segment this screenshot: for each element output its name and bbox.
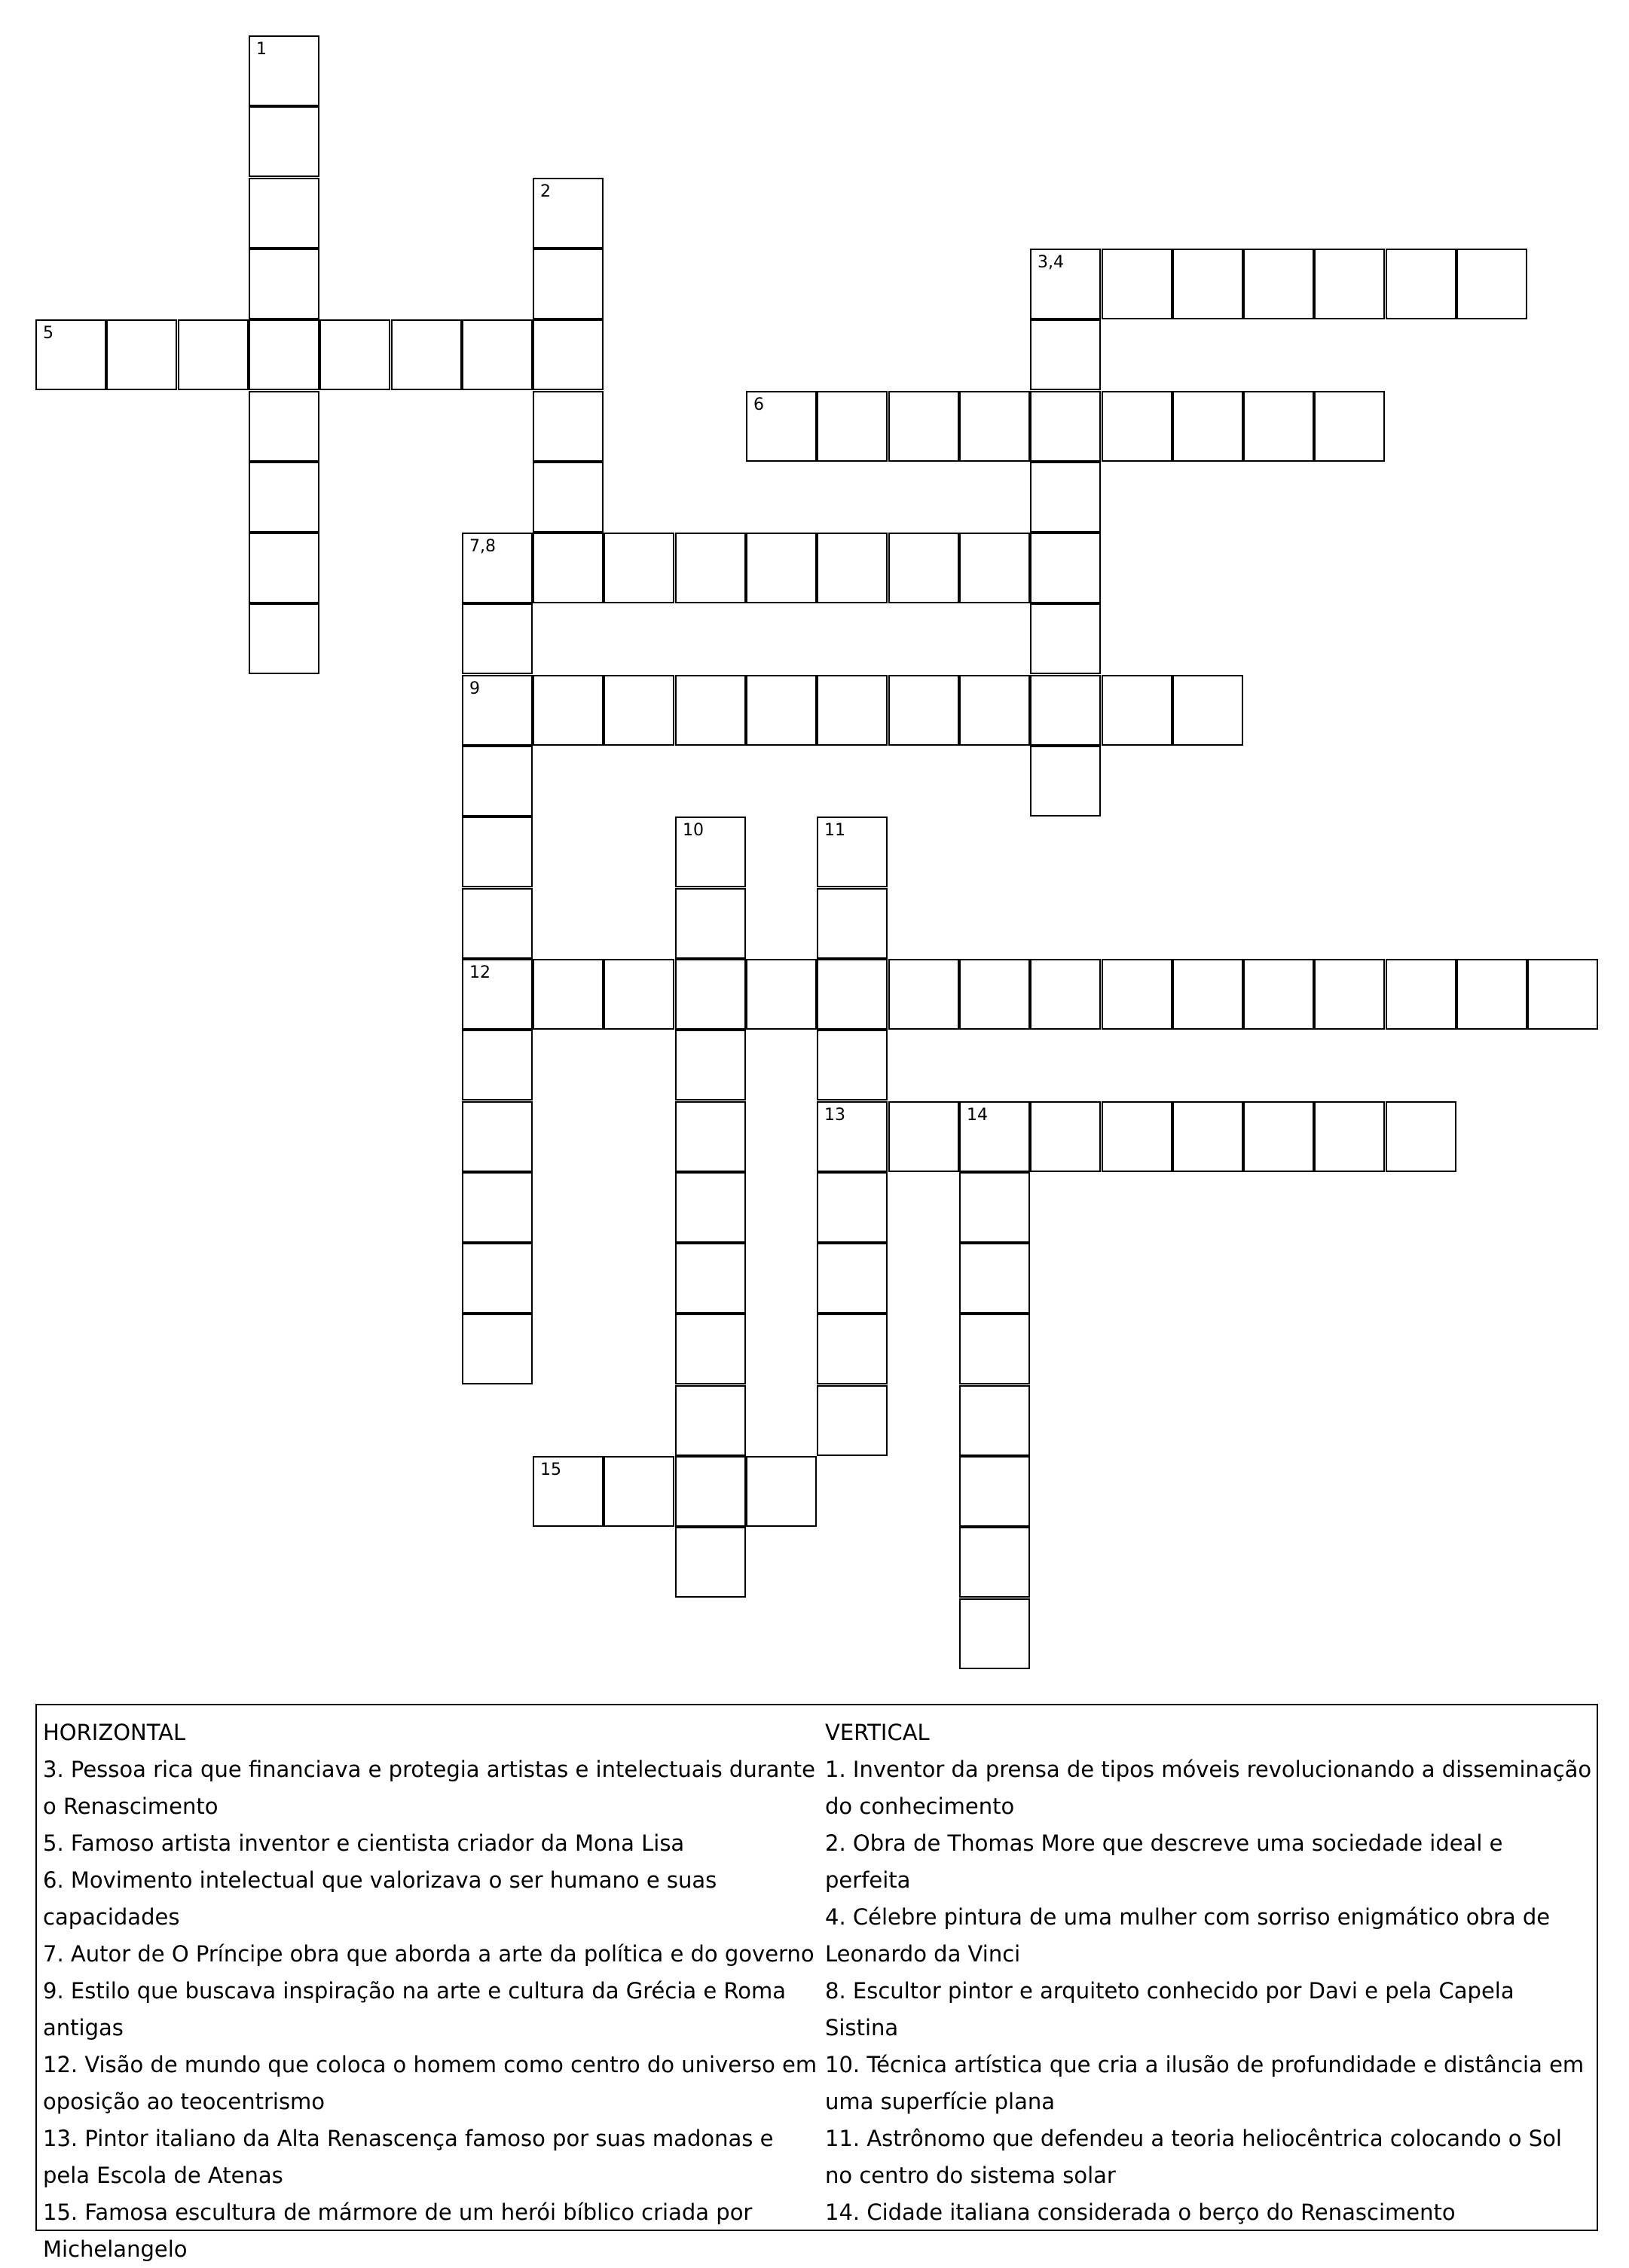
crossword-cell[interactable] xyxy=(959,1243,1030,1314)
crossword-cell[interactable] xyxy=(817,391,888,462)
crossword-cell[interactable] xyxy=(817,817,888,887)
clue-horizontal-9: 9. Estilo que buscava inspiração na arte e cultura da Grécia e Roma antigas xyxy=(43,1978,787,2041)
crossword-cell[interactable] xyxy=(35,319,106,390)
crossword-cell[interactable] xyxy=(959,1598,1030,1669)
crossword-cell[interactable] xyxy=(675,675,746,746)
crossword-cell[interactable] xyxy=(1102,675,1172,746)
crossword-cell[interactable] xyxy=(1102,1101,1172,1172)
clue-number: 14 xyxy=(967,1106,988,1125)
crossword-cell[interactable] xyxy=(959,959,1030,1030)
clue-horizontal-13: 13. Pintor italiano da Alta Renascença famoso por suas madonas e pela Escola de Atenas xyxy=(43,2126,774,2188)
clue-vertical-10: 10. Técnica artística que cria a ilusão de profundidade e distância em uma superfície plana xyxy=(825,2052,1585,2114)
clue-number: 12 xyxy=(469,963,491,982)
crossword-cell[interactable] xyxy=(1456,959,1527,1030)
crossword-cell[interactable] xyxy=(462,603,533,674)
crossword-cell[interactable] xyxy=(1386,959,1456,1030)
crossword-cell[interactable] xyxy=(746,1456,817,1527)
clue-number: 1 xyxy=(256,40,267,59)
crossword-cell[interactable] xyxy=(249,603,319,674)
crossword-cell[interactable] xyxy=(533,1456,604,1527)
crossword-cell[interactable] xyxy=(1030,462,1101,533)
crossword-cell[interactable] xyxy=(817,1385,888,1456)
vertical-clues xyxy=(825,1714,1594,2231)
crossword-cell[interactable] xyxy=(817,959,888,1030)
horizontal-clues xyxy=(43,1714,819,2268)
clue-vertical-14: 14. Cidade italiana considerada o berço do Renascimento xyxy=(825,2199,1456,2225)
crossword-cell[interactable] xyxy=(1456,249,1527,319)
crossword-cell[interactable] xyxy=(462,1243,533,1314)
crossword-cell[interactable] xyxy=(1314,1101,1385,1172)
crossword-cell[interactable] xyxy=(675,1527,746,1598)
horizontal-heading: HORIZONTAL xyxy=(43,1720,186,1745)
crossword-cell[interactable] xyxy=(1030,533,1101,603)
crossword-cell[interactable] xyxy=(675,1243,746,1314)
crossword-cell[interactable] xyxy=(533,533,604,603)
crossword-cell[interactable] xyxy=(959,1385,1030,1456)
clue-vertical-11: 11. Astrônomo que defendeu a teoria heliocêntrica colocando o Sol no centro do sistema solar xyxy=(825,2126,1562,2188)
clue-vertical-2: 2. Obra de Thomas More que descreve uma sociedade ideal e perfeita xyxy=(825,1830,1503,1893)
clue-horizontal-15: 15. Famosa escultura de mármore de um herói bíblico criada por Michelangelo xyxy=(43,2199,753,2262)
crossword-cell[interactable] xyxy=(675,1456,746,1527)
clue-box xyxy=(35,1704,1598,2262)
clue-horizontal-5: 5. Famoso artista inventor e cientista criador da Mona Lisa xyxy=(43,1830,685,1856)
crossword-cell[interactable] xyxy=(675,1385,746,1456)
crossword-cell[interactable] xyxy=(1172,959,1243,1030)
crossword-cell[interactable] xyxy=(675,1172,746,1243)
crossword-cell[interactable] xyxy=(959,1527,1030,1598)
crossword-cell[interactable] xyxy=(1030,959,1101,1030)
crossword-cell[interactable] xyxy=(675,1030,746,1100)
crossword-cell[interactable] xyxy=(888,391,959,462)
crossword-cell[interactable] xyxy=(1172,1101,1243,1172)
crossword-cell[interactable] xyxy=(533,391,604,462)
crossword-cell[interactable] xyxy=(533,462,604,533)
crossword-cell[interactable] xyxy=(462,1172,533,1243)
clue-number: 6 xyxy=(753,395,764,414)
crossword-cell[interactable] xyxy=(1243,249,1314,319)
crossword-cell[interactable] xyxy=(1030,319,1101,390)
crossword-cell[interactable] xyxy=(817,1101,888,1172)
crossword-cell[interactable] xyxy=(888,1101,959,1172)
crossword-cell[interactable] xyxy=(1030,675,1101,746)
crossword-cell[interactable] xyxy=(462,959,533,1030)
crossword-cell[interactable] xyxy=(1386,1101,1456,1172)
crossword-cell[interactable] xyxy=(462,746,533,817)
crossword-cell[interactable] xyxy=(1527,959,1598,1030)
crossword-cell[interactable] xyxy=(675,533,746,603)
crossword-cell[interactable] xyxy=(249,35,319,106)
clue-horizontal-6: 6. Movimento intelectual que valorizava o ser humano e suas capacidades xyxy=(43,1867,717,1930)
crossword-cell[interactable] xyxy=(106,319,177,390)
crossword-cell[interactable] xyxy=(1102,391,1172,462)
crossword-cell[interactable] xyxy=(959,533,1030,603)
crossword-cell[interactable] xyxy=(675,959,746,1030)
crossword-cell[interactable] xyxy=(675,1101,746,1172)
crossword-cell[interactable] xyxy=(959,675,1030,746)
crossword-cell[interactable] xyxy=(249,106,319,177)
crossword-cell[interactable] xyxy=(1030,603,1101,674)
crossword-cell[interactable] xyxy=(462,888,533,959)
crossword-cell[interactable] xyxy=(533,178,604,249)
crossword-cell[interactable] xyxy=(1314,391,1385,462)
crossword-cell[interactable] xyxy=(319,319,390,390)
crossword-cell[interactable] xyxy=(249,249,319,319)
clue-horizontal-12: 12. Visão de mundo que coloca o homem como centro do universo em oposição ao teocentrismo xyxy=(43,2052,818,2114)
crossword-cell[interactable] xyxy=(1243,959,1314,1030)
crossword-cell[interactable] xyxy=(604,959,674,1030)
crossword-cell[interactable] xyxy=(1102,249,1172,319)
crossword-cell[interactable] xyxy=(1172,391,1243,462)
crossword-cell[interactable] xyxy=(959,1456,1030,1527)
crossword-cell[interactable] xyxy=(1314,959,1385,1030)
vertical-heading: VERTICAL xyxy=(825,1720,930,1745)
crossword-cell[interactable] xyxy=(1030,746,1101,817)
crossword-cell[interactable] xyxy=(817,1172,888,1243)
crossword-cell[interactable] xyxy=(1386,249,1456,319)
crossword-cell[interactable] xyxy=(533,249,604,319)
clue-vertical-8: 8. Escultor pintor e arquiteto conhecido por Davi e pela Capela Sistina xyxy=(825,1978,1514,2041)
crossword-cell[interactable] xyxy=(817,888,888,959)
clue-number: 3,4 xyxy=(1038,253,1064,272)
crossword-cell[interactable] xyxy=(817,1243,888,1314)
clue-number: 13 xyxy=(824,1106,845,1125)
clue-number: 2 xyxy=(540,182,551,201)
crossword-cell[interactable] xyxy=(1030,391,1101,462)
crossword-cell[interactable] xyxy=(675,817,746,887)
clue-vertical-4: 4. Célebre pintura de uma mulher com sorriso enigmático obra de Leonardo da Vinci xyxy=(825,1904,1551,1967)
crossword-cell[interactable] xyxy=(817,533,888,603)
crossword-cell[interactable] xyxy=(604,675,674,746)
crossword-cell[interactable] xyxy=(249,462,319,533)
clue-number: 9 xyxy=(469,679,480,698)
clue-number: 10 xyxy=(683,821,704,840)
crossword-cell[interactable] xyxy=(462,675,533,746)
clue-number: 15 xyxy=(540,1461,561,1479)
crossword-cell[interactable] xyxy=(746,391,817,462)
crossword-cell[interactable] xyxy=(462,319,533,390)
clue-horizontal-3: 3. Pessoa rica que financiava e protegia artistas e intelectuais durante o Renascimento xyxy=(43,1757,816,1819)
crossword-cell[interactable] xyxy=(462,1314,533,1384)
crossword-cell[interactable] xyxy=(1243,1101,1314,1172)
crossword-cell[interactable] xyxy=(462,817,533,887)
crossword-cell[interactable] xyxy=(1314,249,1385,319)
crossword-cell[interactable] xyxy=(604,1456,674,1527)
clue-number: 5 xyxy=(43,324,53,343)
crossword-cell[interactable] xyxy=(249,178,319,249)
crossword-cell[interactable] xyxy=(462,1030,533,1100)
crossword-cell[interactable] xyxy=(1172,675,1243,746)
clue-number: 7,8 xyxy=(469,537,496,556)
crossword-cell[interactable] xyxy=(888,959,959,1030)
crossword-cell[interactable] xyxy=(746,533,817,603)
clue-number: 11 xyxy=(824,821,845,840)
crossword-cell[interactable] xyxy=(888,533,959,603)
crossword-cell[interactable] xyxy=(462,1101,533,1172)
crossword-cell[interactable] xyxy=(959,1314,1030,1384)
crossword-cell[interactable] xyxy=(533,319,604,390)
crossword-cell[interactable] xyxy=(533,959,604,1030)
crossword-cell[interactable] xyxy=(178,319,249,390)
crossword-cell[interactable] xyxy=(1172,249,1243,319)
crossword-cell[interactable] xyxy=(817,1030,888,1100)
crossword-cell[interactable] xyxy=(959,391,1030,462)
crossword-cell[interactable] xyxy=(959,1172,1030,1243)
crossword-cell[interactable] xyxy=(391,319,462,390)
crossword-cell[interactable] xyxy=(1030,249,1101,319)
crossword-cell[interactable] xyxy=(817,675,888,746)
crossword-cell[interactable] xyxy=(959,1101,1030,1172)
crossword-cell[interactable] xyxy=(249,391,319,462)
crossword-cell[interactable] xyxy=(1243,391,1314,462)
crossword-cell[interactable] xyxy=(746,959,817,1030)
crossword-cell[interactable] xyxy=(1030,1101,1101,1172)
crossword-cell[interactable] xyxy=(604,533,674,603)
crossword-cell[interactable] xyxy=(675,1314,746,1384)
crossword-cell[interactable] xyxy=(533,675,604,746)
crossword-cell[interactable] xyxy=(1102,959,1172,1030)
clue-vertical-1: 1. Inventor da prensa de tipos móveis revolucionando a disseminação do conhecimento xyxy=(825,1757,1592,1819)
crossword-cell[interactable] xyxy=(817,1314,888,1384)
crossword-cell[interactable] xyxy=(888,675,959,746)
clue-horizontal-7: 7. Autor de O Príncipe obra que aborda a arte da política e do governo xyxy=(43,1941,814,1967)
crossword-cell[interactable] xyxy=(462,533,533,603)
crossword-cell[interactable] xyxy=(249,533,319,603)
crossword-cell[interactable] xyxy=(675,888,746,959)
crossword-cell[interactable] xyxy=(746,675,817,746)
crossword-cell[interactable] xyxy=(249,319,319,390)
